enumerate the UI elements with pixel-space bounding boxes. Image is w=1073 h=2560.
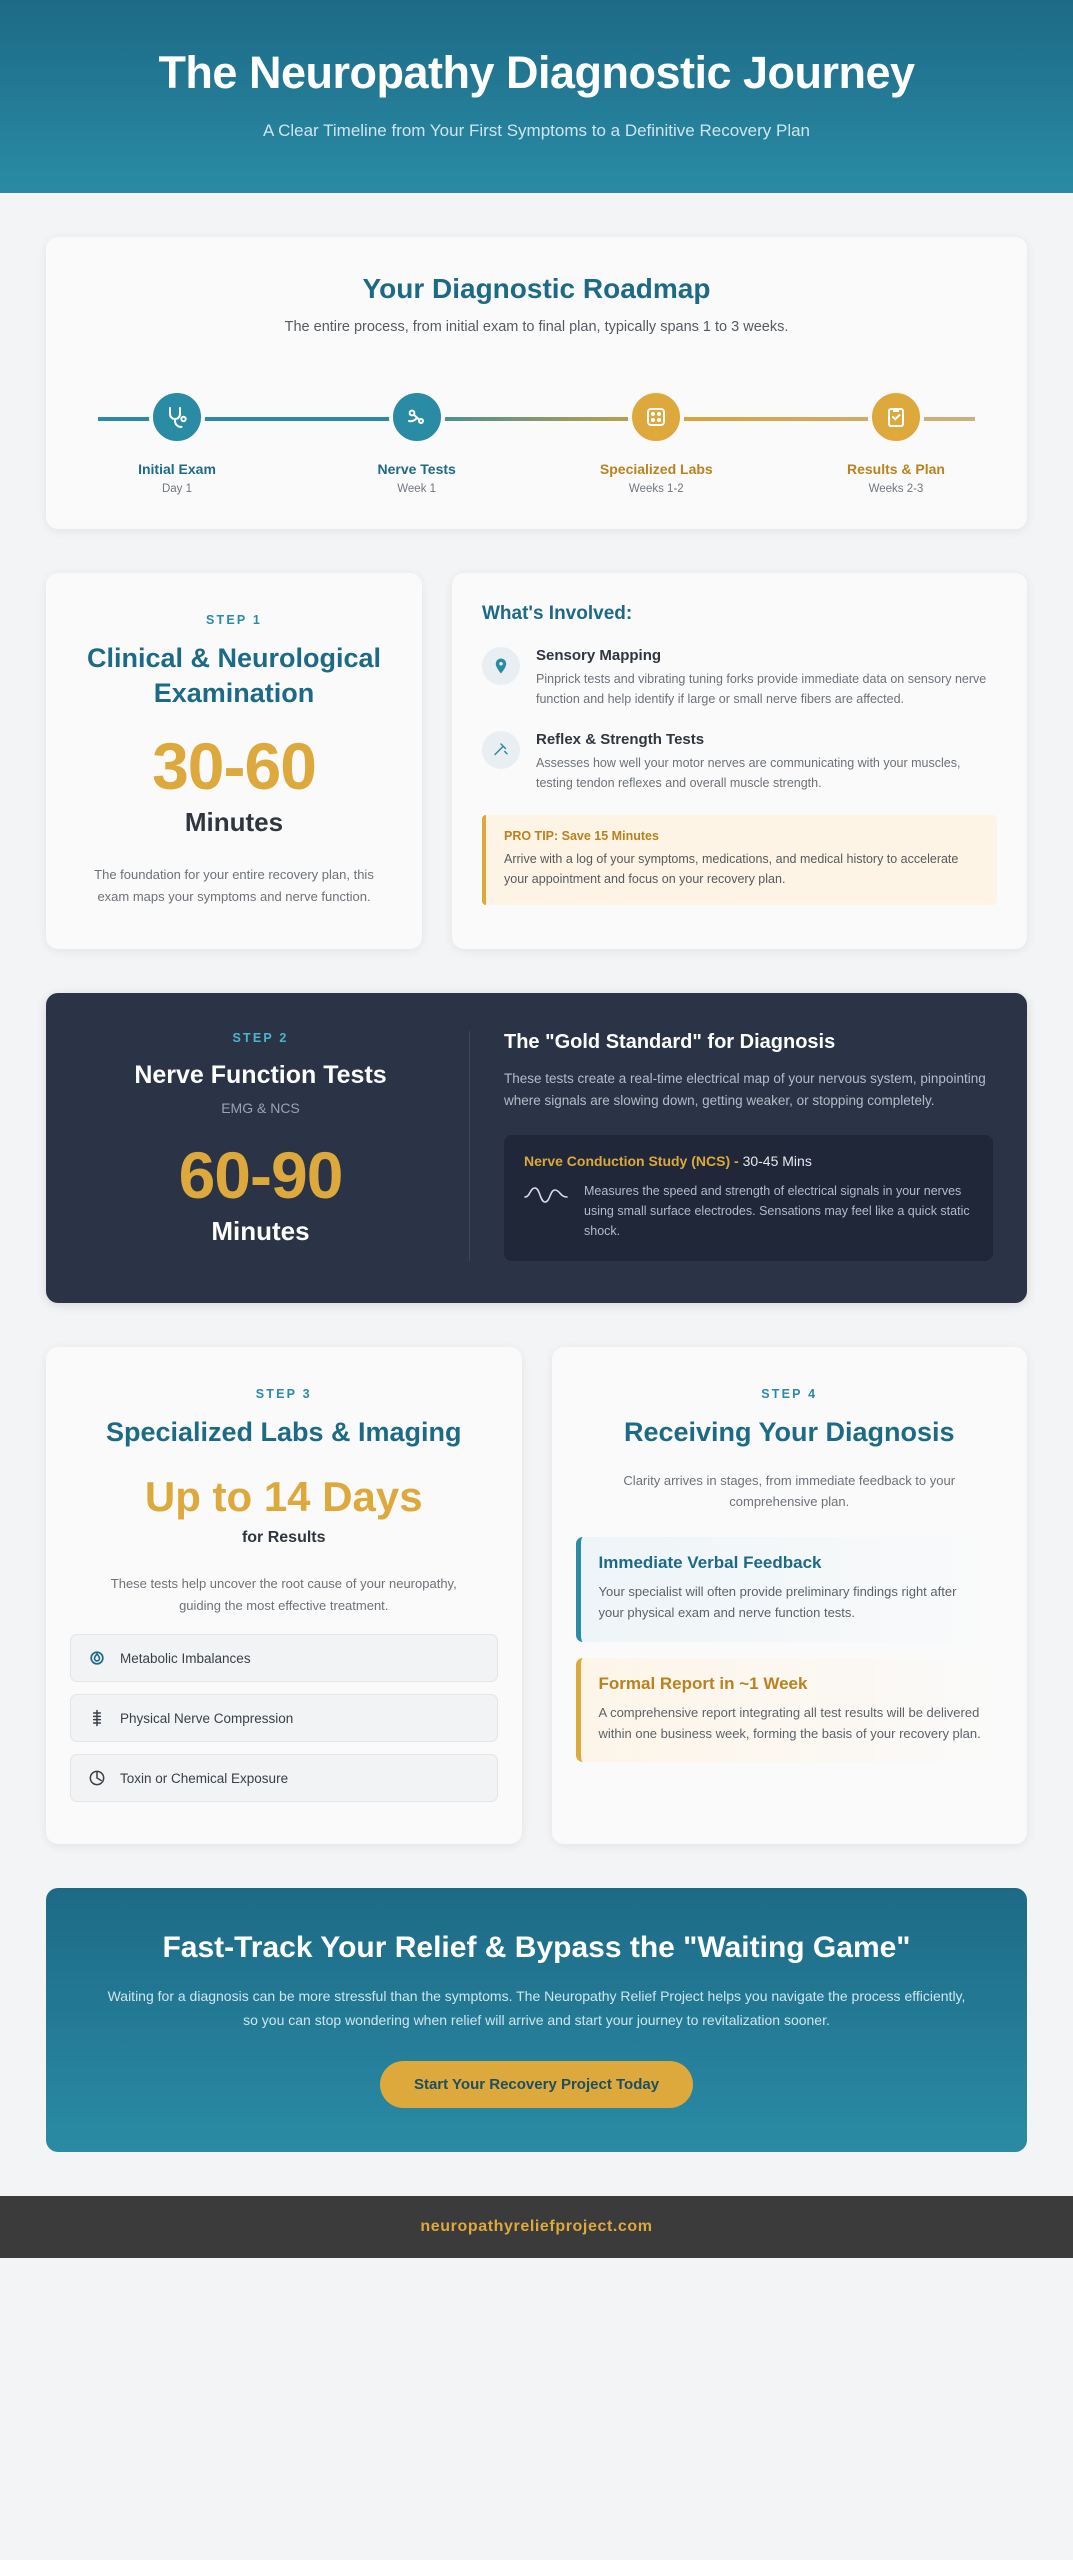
step2-heading: The "Gold Standard" for Diagnosis [504, 1031, 836, 1054]
involved-item-text: Assesses how well your motor nerves are communicating with your muscles, testing tendon reflexes and overall muscle strength. [536, 756, 961, 791]
timeline-time: Weeks 1-2 [628, 483, 684, 496]
reflex-hammer-icon [482, 731, 520, 769]
timeline-label: Specialized Labs [599, 461, 713, 478]
involved-heading: What's Involved: [482, 603, 633, 625]
pro-tip-title: PRO TIP: Save 15 Minutes [504, 829, 659, 844]
step2-title: Nerve Function Tests [134, 1061, 387, 1090]
step1-summary-card [46, 573, 422, 949]
ncs-body [524, 1181, 973, 1241]
pro-tip-text: Arrive with a log of your symptoms, medications, and medical history to accelerate your appointment and focus on your recovery plan. [504, 852, 959, 887]
diagnosis-block-title: Formal Report in ~1 Week [598, 1673, 808, 1693]
ncs-callout [504, 1135, 993, 1261]
roadmap-subtitle: The entire process, from initial exam to final plan, typically spans 1 to 3 weeks. [284, 319, 789, 336]
step2-subtitle: EMG & NCS [221, 1099, 300, 1116]
timeline-step-initial-exam [102, 369, 252, 495]
footer [0, 2196, 1073, 2258]
involved-item-title: Sensory Mapping [536, 647, 662, 665]
cause-label: Physical Nerve Compression [120, 1710, 294, 1726]
timeline-label: Results & Plan [846, 461, 945, 478]
footer-website[interactable]: neuropathyreliefproject.com [420, 2217, 653, 2235]
cta-section [46, 1888, 1027, 2152]
page-title: The Neuropathy Diagnostic Journey [158, 47, 915, 98]
hero-banner [0, 0, 1073, 193]
step2-badge: STEP 2 [232, 1031, 289, 1046]
step1-title: Clinical & Neurological Examination [86, 643, 382, 709]
step4-badge: STEP 4 [761, 1386, 818, 1401]
diagnosis-block-text: Your specialist will often provide preliminary findings right after your physical exam and nerve function tests. [598, 1583, 957, 1621]
start-recovery-button[interactable]: Start Your Recovery Project Today [380, 2061, 693, 2108]
involved-item-title: Reflex & Strength Tests [536, 731, 705, 749]
diagnosis-block-report [576, 1658, 1004, 1763]
step2-summary [80, 1031, 470, 1261]
timeline-time: Day 1 [161, 483, 193, 496]
nerve-icon [389, 389, 445, 445]
step4-title: Receiving Your Diagnosis [623, 1416, 955, 1447]
timeline-time: Weeks 2-3 [868, 483, 924, 496]
step4-description: Clarity arrives in stages, from immediate feedback to your comprehensive plan. [623, 1472, 956, 1510]
cause-item-metabolic[interactable] [70, 1634, 498, 1682]
step2-lead: These tests create a real-time electrical map of your nervous system, pinpointing where signals are slowing down, getting weaker, or stopping completely. [504, 1071, 986, 1109]
pro-tip-callout [482, 815, 997, 905]
step1-duration: 30-60 [152, 729, 316, 804]
content-wrap [0, 237, 1073, 2152]
cause-item-compression[interactable] [70, 1694, 498, 1742]
cause-label: Metabolic Imbalances [120, 1650, 251, 1666]
step3-duration: Up to 14 Days [144, 1472, 423, 1520]
cta-title: Fast-Track Your Relief & Bypass the "Waiting Game" [162, 1931, 911, 1965]
involved-item-sensory-mapping [482, 647, 997, 709]
timeline-label: Initial Exam [138, 461, 216, 478]
involved-item-text: Pinprick tests and vibrating tuning forks provide immediate data on sensory nerve function and help identify if large or small nerve fibers are affected. [536, 672, 987, 707]
step2-duration: 60-90 [178, 1137, 343, 1212]
clipboard-icon [868, 389, 924, 445]
steps-3-4-section [46, 1347, 1027, 1845]
timeline-label: Nerve Tests [377, 461, 456, 478]
step3-duration-sub: for Results [241, 1529, 326, 1547]
step1-duration-unit: Minutes [184, 807, 284, 838]
stethoscope-icon [149, 389, 205, 445]
toxin-icon [87, 1768, 107, 1788]
roadmap-title: Your Diagnostic Roadmap [362, 273, 711, 305]
roadmap-timeline [76, 369, 997, 495]
waveform-icon [524, 1181, 568, 1212]
roadmap-card [46, 237, 1027, 529]
page-subtitle: A Clear Timeline from Your First Symptoms to a Definitive Recovery Plan [262, 121, 811, 141]
diagnosis-block-text: A comprehensive report integrating all test results will be delivered within one business week, forming the basis of your recovery plan. [598, 1704, 981, 1741]
ncs-title-text: Nerve Conduction Study (NCS) - [524, 1152, 739, 1169]
step1-description: The foundation for your entire recovery plan, this exam maps your symptoms and nerve function. [94, 867, 374, 904]
ncs-duration: 30-45 Mins [742, 1152, 812, 1169]
timeline-step-results-plan [821, 369, 971, 495]
ncs-title [524, 1153, 973, 1169]
step1-details-card [452, 573, 1027, 949]
cta-text: Waiting for a diagnosis can be more stressful than the symptoms. The Neuropathy Relief Project helps you navigate the process efficiently, so you can stop wondering when relief will arrive and start your journey to revitalization sooner. [107, 1988, 966, 2028]
step2-duration-unit: Minutes [211, 1215, 310, 1246]
droplet-icon [87, 1648, 107, 1668]
cause-item-toxin[interactable] [70, 1754, 498, 1802]
step1-section [46, 573, 1027, 949]
spine-icon [87, 1708, 107, 1728]
step3-description: These tests help uncover the root cause of your neuropathy, guiding the most effective treatment. [110, 1576, 457, 1613]
timeline-time: Week 1 [397, 483, 437, 496]
step3-title: Specialized Labs & Imaging [105, 1416, 462, 1447]
step2-section [46, 993, 1027, 1303]
diagnosis-block-verbal [576, 1537, 1004, 1642]
lab-grid-icon [628, 389, 684, 445]
step4-card [552, 1347, 1028, 1845]
cause-label: Toxin or Chemical Exposure [120, 1770, 289, 1786]
step2-details [470, 1031, 993, 1261]
involved-item-reflex-strength [482, 731, 997, 793]
location-pin-icon [482, 647, 520, 685]
step3-badge: STEP 3 [255, 1386, 312, 1401]
timeline-step-specialized-labs [581, 369, 731, 495]
step3-card [46, 1347, 522, 1845]
step1-badge: STEP 1 [205, 613, 263, 628]
diagnosis-block-title: Immediate Verbal Feedback [598, 1552, 822, 1572]
ncs-text: Measures the speed and strength of electrical signals in your nerves using small surface electrodes. Sensations may feel like a quick static shock. [584, 1183, 970, 1238]
timeline-step-nerve-tests [342, 369, 492, 495]
